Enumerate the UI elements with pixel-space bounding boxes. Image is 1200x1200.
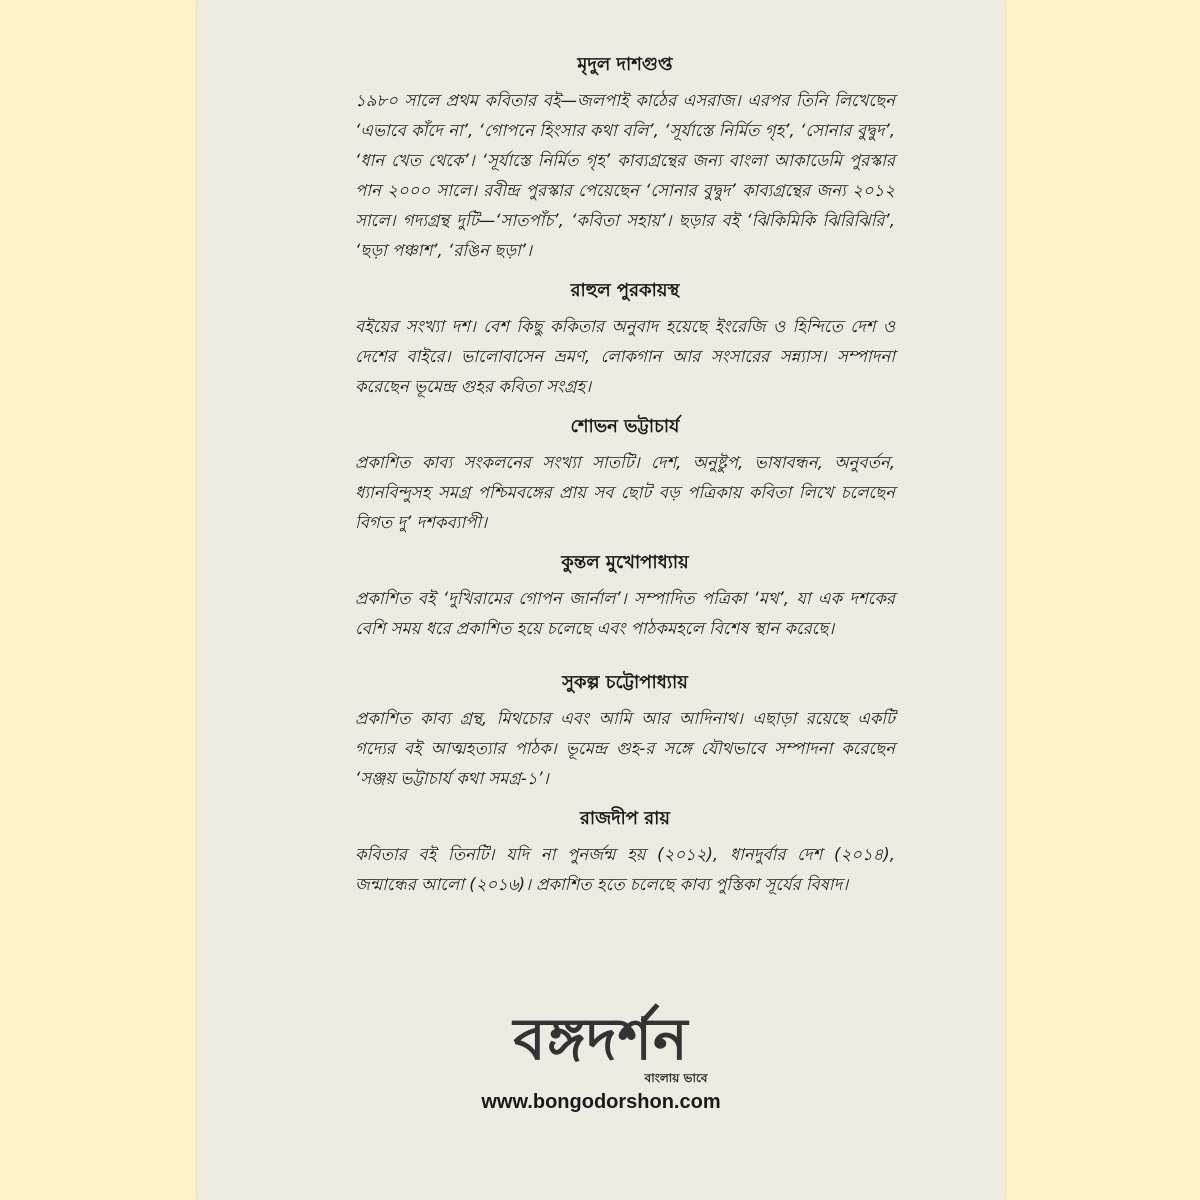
author-bio-text: প্রকাশিত বই ‘দুখিরামের গোপন জার্নাল’। সম্পাদিত পত্রিকা ‘মথ’, যা এক দশকের বেশি সময় ধরে প্রকাশিত হয়ে চলেছে এবং পাঠকমহলে বিশেষ স্থান করেছে। <box>355 589 895 638</box>
author-bios <box>355 52 895 900</box>
publisher-website[interactable]: www.bongodorshon.com <box>481 1091 721 1113</box>
author-bio-section <box>355 278 895 402</box>
author-bio-section <box>355 414 895 538</box>
author-name: সুকল্প চট্টোপাধ্যায় <box>562 672 688 693</box>
publisher-block <box>197 1005 1005 1114</box>
author-bio-section <box>355 670 895 794</box>
author-bio-text: প্রকাশিত কাব্য সংকলনের সংখ্যা সাতটি। দেশ, অনুষ্টুপ, ভাষাবন্ধন, অনুবর্তন, ধ্যানবিন্দুসহ সমগ্র পশ্চিমবঙ্গের প্রায় সব ছোট বড় পত্রিকায় কবিতা লিখে চলেছেন বিগত দু’ দশকব্যাপী। <box>355 453 895 532</box>
author-bio-section <box>355 52 895 266</box>
author-name: কুন্তল মুখোপাধ্যায় <box>561 552 689 573</box>
author-bio-text: ১৯৮০ সালে প্রথম কবিতার বই—জলপাই কাঠের এসরাজ। এরপর তিনি লিখেছেন ‘এভাবে কাঁদে না’, ‘গোপনে হিংসার কথা বলি’, ‘সূর্যাস্তে নির্মিত গৃহ’, ‘সোনার বুদ্বুদ’, ‘ধান খেত থেকে’। ‘সূর্যাস্তে নির্মিত গৃহ’ কাব্যগ্রন্থের জন্য বাংলা আকাডেমি পুরস্কার পান ২০০০ সালে। রবীন্দ্র পুরস্কার পেয়েছেন ‘সোনার বুদ্বুদ’ কাব্যগ্রন্থের জন্য ২০১২ সালে। গদ্যগ্রন্থ দুটি—‘সাতপাঁচ’, ‘কবিতা সহায়’। ছড়ার বই ‘ঝিকিমিকি ঝিরিঝিরি’, ‘ছড়া পঞ্চাশ’, ‘রঙিন ছড়া’। <box>355 91 895 260</box>
book-back-cover <box>197 0 1005 1200</box>
author-bio-section <box>355 550 895 644</box>
author-name: রাহুল পুরকায়স্থ <box>570 280 680 301</box>
publisher-tagline: বাংলায় ভাবে <box>644 1071 708 1085</box>
author-bio-text: বইয়ের সংখ্যা দশ। বেশ কিছু ককিতার অনুবাদ হয়েছে ইংরেজি ও হিন্দিতে দেশ ও দেশের বাইরে। ভালোবাসেন ভ্রমণ, লোকগান আর সংসারের সন্ন্যাস। সম্পাদনা করেছেন ভূমেন্দ্র গুহর কবিতা সংগ্রহ। <box>355 317 895 396</box>
author-name: শোভন ভট্টাচার্য <box>570 416 680 437</box>
publisher-logo: বঙ্গদর্শন <box>513 1005 689 1073</box>
author-bio-section <box>355 806 895 900</box>
author-name: মৃদুল দাশগুপ্ত <box>577 54 673 75</box>
author-bio-text: কবিতার বই তিনটি। যদি না পুনর্জন্ম হয় (২০১২), ধানদুর্বার দেশ (২০১৪), জন্মান্ধের আলো (২০১৬)। প্রকাশিত হতে চলেছে কাব্য পুস্তিকা সূর্যের বিষাদ। <box>355 845 895 894</box>
author-name: রাজদীপ রায় <box>579 808 671 829</box>
author-bio-text: প্রকাশিত কাব্য গ্রন্থ, মিথচোর এবং আমি আর আদিনাথ। এছাড়া রয়েছে একটি গদ্যের বই আত্মহত্যার পাঠক। ভূমেন্দ্র গুহ-র সঙ্গে যৌথভাবে সম্পাদনা করেছেন ‘সঞ্জয় ভট্টাচার্য কথা সমগ্র-১’। <box>355 709 895 788</box>
